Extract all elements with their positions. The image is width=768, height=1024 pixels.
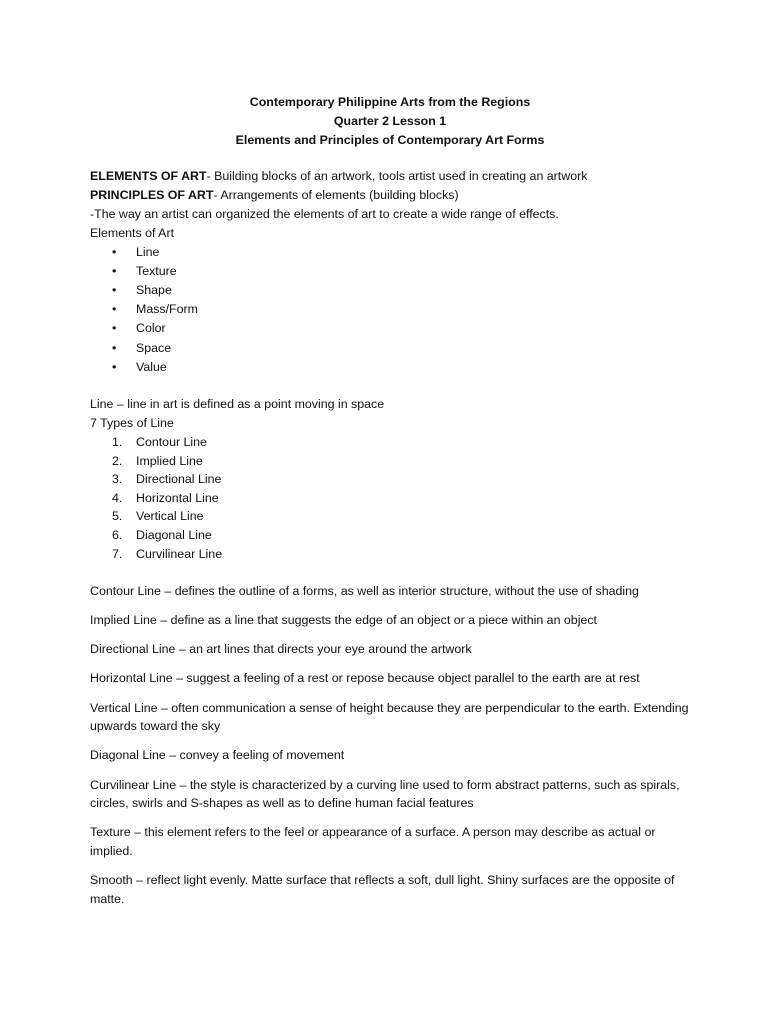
list-item-label: Mass/Form <box>136 302 198 317</box>
vertical-line-definition <box>90 699 690 737</box>
paragraph: Curvilinear Line – the style is characterized by a curving line used to form abstract patterns, such as spirals, circles, swirls and S-shapes as well as to define human facial features <box>90 777 680 811</box>
list-item <box>90 281 690 300</box>
list-item-label: Diagonal Line <box>136 527 212 542</box>
organization-note: -The way an artist can organized the elements of art to create a wide range of effects. <box>90 206 559 221</box>
list-item <box>90 300 690 319</box>
course-title: Contemporary Philippine Arts from the Regions <box>249 95 531 109</box>
list-item-label: Curvilinear Line <box>136 546 223 561</box>
list-item <box>90 470 690 489</box>
list-item-label: Vertical Line <box>136 509 204 524</box>
curvilinear-line-definition <box>90 776 690 814</box>
list-item <box>90 262 690 281</box>
list-number: 5. <box>112 509 123 524</box>
list-number: 2. <box>112 453 123 468</box>
document-header <box>90 93 690 149</box>
list-item <box>90 243 690 262</box>
list-item <box>90 358 690 377</box>
spacer <box>90 377 690 396</box>
line-definition: Line – line in art is defined as a point moving in space <box>90 397 385 412</box>
elements-of-art-term: ELEMENTS OF ART <box>90 169 207 184</box>
elements-list <box>90 243 690 377</box>
list-item-label: Directional Line <box>136 472 222 487</box>
texture-definition <box>90 823 690 861</box>
list-item <box>90 339 690 358</box>
list-item <box>90 507 690 526</box>
list-item-label: Implied Line <box>136 453 203 468</box>
list-item-label: Horizontal Line <box>136 490 219 505</box>
implied-line-definition <box>90 611 690 630</box>
list-item-label: Value <box>136 359 167 374</box>
list-item <box>90 545 690 564</box>
quarter-lesson: Quarter 2 Lesson 1 <box>333 113 447 128</box>
directional-line-definition <box>90 640 690 659</box>
document-page <box>90 93 690 909</box>
list-number: 3. <box>112 472 123 487</box>
paragraph: Texture – this element refers to the feel or appearance of a surface. A person may describe as actual or implied. <box>90 825 656 859</box>
bullet-icon: • <box>112 302 117 317</box>
bullet-icon: • <box>112 282 117 297</box>
paragraph: Horizontal Line – suggest a feeling of a rest or repose because object parallel to the earth are at rest <box>90 671 640 686</box>
diagonal-line-definition <box>90 746 690 765</box>
list-item-label: Line <box>136 244 160 259</box>
list-number: 7. <box>112 546 123 561</box>
list-item-label: Contour Line <box>136 434 207 449</box>
contour-line-definition <box>90 582 690 601</box>
list-item <box>90 452 690 471</box>
list-item <box>90 489 690 508</box>
list-item-label: Texture <box>136 263 177 278</box>
line-types-heading: 7 Types of Line <box>90 416 174 431</box>
smooth-definition <box>90 871 690 909</box>
elements-of-art-definition <box>90 167 690 186</box>
principles-of-art-text: - Arrangements of elements (building blocks) <box>213 188 459 203</box>
list-number: 4. <box>112 490 123 505</box>
line-types-list <box>90 433 690 563</box>
paragraph: Implied Line – define as a line that suggests the edge of an object or a piece within an object <box>90 613 597 628</box>
list-item-label: Shape <box>136 282 172 297</box>
paragraph: Diagonal Line – convey a feeling of movement <box>90 748 345 763</box>
list-item-label: Color <box>136 321 166 336</box>
list-item-label: Space <box>136 340 172 355</box>
elements-of-art-text: - Building blocks of an artwork, tools artist used in creating an artwork <box>206 169 588 184</box>
bullet-icon: • <box>112 321 117 336</box>
bullet-icon: • <box>112 263 117 278</box>
bullet-icon: • <box>112 244 117 259</box>
principles-of-art-definition <box>90 186 690 205</box>
elements-heading: Elements of Art <box>90 225 175 240</box>
principles-of-art-term: PRINCIPLES OF ART <box>90 188 214 203</box>
list-item <box>90 526 690 545</box>
horizontal-line-definition <box>90 669 690 688</box>
bullet-icon: • <box>112 359 117 374</box>
lesson-title: Elements and Principles of Contemporary Art Forms <box>235 132 545 147</box>
paragraph: Contour Line – defines the outline of a forms, as well as interior structure, without the use of shading <box>90 584 639 599</box>
list-number: 6. <box>112 527 123 542</box>
paragraph: Directional Line – an art lines that directs your eye around the artwork <box>90 642 472 657</box>
bullet-icon: • <box>112 340 117 355</box>
paragraph: Vertical Line – often communication a sense of height because they are perpendicular to the earth. Extending upwards toward the sky <box>90 700 689 734</box>
list-item <box>90 319 690 338</box>
paragraph: Smooth – reflect light evenly. Matte surface that reflects a soft, dull light. Shiny surfaces are the opposite of matte. <box>90 873 675 907</box>
list-item <box>90 433 690 452</box>
list-number: 1. <box>112 434 123 449</box>
